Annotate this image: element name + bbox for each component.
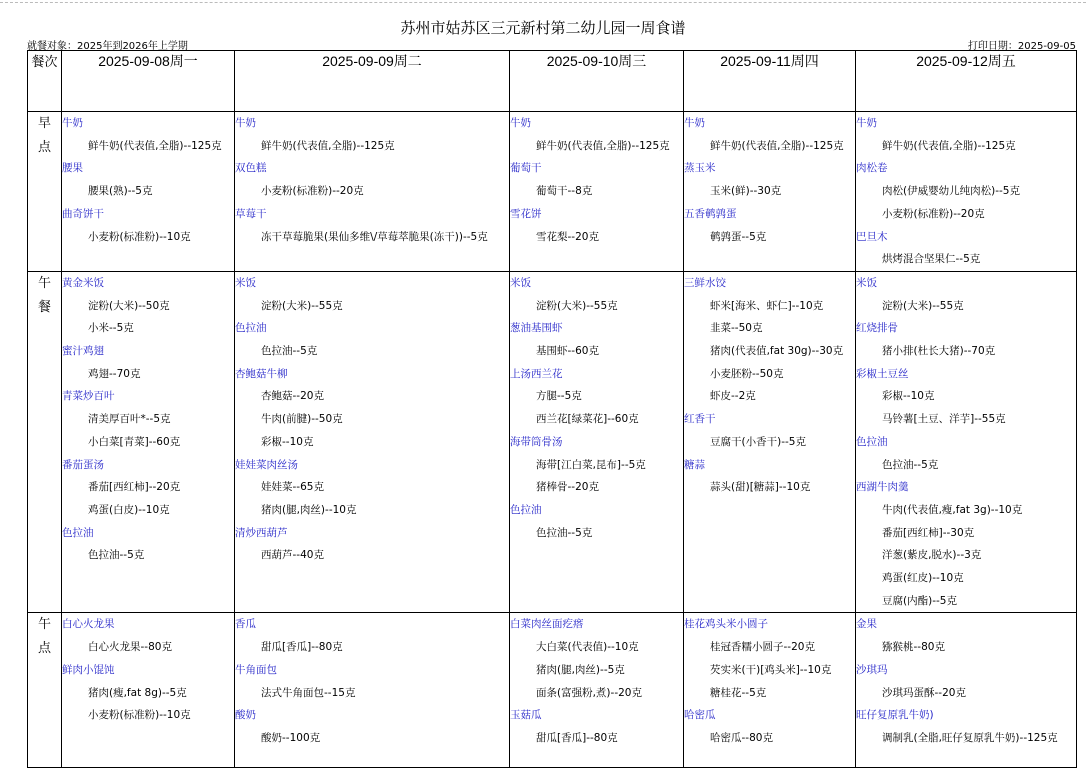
dish-name: 海带筒骨汤 (510, 435, 563, 448)
ingredient-item: 法式牛角面包--15克 (261, 686, 356, 699)
meal-row-lunch (28, 271, 1077, 613)
dish-name: 葱油基围虾 (510, 322, 563, 335)
ingredient-item: 淀粉(大米)--55克 (536, 299, 618, 312)
ingredient-item: 番茄[西红柿]--20克 (88, 481, 181, 494)
menu-cell (235, 613, 510, 768)
ingredient-item: 方腿--5克 (536, 390, 582, 403)
ingredient-item: 沙琪玛蛋酥--20克 (882, 686, 966, 699)
ingredient-item: 色拉油--5克 (882, 458, 939, 471)
dish-name: 牛角面包 (235, 663, 277, 676)
ingredient-item: 桂冠香糯小圆子--20克 (710, 641, 815, 654)
ingredient-item: 冻干草莓脆果(果仙多维\/草莓萃脆果(冻干))--5克 (261, 230, 488, 243)
ingredient-item: 葡萄干--8克 (536, 185, 593, 198)
print-date: 打印日期：2025-09-05 (967, 41, 1076, 52)
ingredient-item: 韭菜--50克 (710, 322, 763, 335)
ingredient-item: 淀粉(大米)--50克 (88, 299, 170, 312)
dish-name: 五香鹌鹑蛋 (684, 207, 737, 220)
ingredient-item: 牛肉(前腱)--50克 (261, 413, 343, 426)
menu-cell (856, 112, 1077, 272)
ingredient-item: 西葫芦--40克 (261, 549, 324, 562)
ingredient-item: 牛肉(代表值,瘦,fat 3g)--10克 (882, 503, 1023, 516)
dish-name: 香瓜 (235, 618, 256, 631)
ingredient-item: 豆腐干(小香干)--5克 (710, 435, 806, 448)
menu-cell (684, 112, 856, 272)
ingredient-item: 哈密瓜--80克 (710, 731, 773, 744)
ingredient-item: 猪肉(腿,肉丝)--10克 (261, 503, 357, 516)
ingredient-item: 马铃薯[土豆、洋芋]--55克 (882, 413, 1006, 426)
menu-cell (856, 613, 1077, 768)
ingredient-item: 色拉油--5克 (536, 526, 593, 539)
ingredient-item: 小麦粉(标准粉)--10克 (88, 230, 191, 243)
dish-name: 酸奶 (235, 709, 256, 722)
ingredient-item: 小麦粉(标准粉)--20克 (261, 185, 364, 198)
ingredient-item: 酸奶--100克 (261, 731, 321, 744)
ingredient-item: 甜瓜[香瓜]--80克 (536, 731, 618, 744)
dish-name: 腰果 (62, 162, 83, 175)
menu-cell (510, 613, 684, 768)
day-header: 2025-09-12周五 (856, 51, 1077, 112)
dish-name: 清炒西葫芦 (235, 526, 288, 539)
ingredient-item: 肉松(伊威婴幼儿纯肉松)--5克 (882, 185, 1020, 198)
header-meal-label: 餐次 (28, 51, 62, 112)
dish-name: 巴旦木 (856, 230, 888, 243)
ingredient-item: 基围虾--60克 (536, 345, 599, 358)
dish-name: 糖蒜 (684, 458, 705, 471)
ingredient-item: 雪花梨--20克 (536, 230, 599, 243)
target-audience: 就餐对象：2025年到2026年上学期 (27, 41, 188, 52)
ingredient-item: 虾米[海米、虾仁]--10克 (710, 299, 824, 312)
ingredient-item: 猪肉(代表值,fat 30g)--30克 (710, 345, 844, 358)
day-header: 2025-09-10周三 (510, 51, 684, 112)
dish-name: 沙琪玛 (856, 663, 888, 676)
top-dashed-rule (0, 2, 1086, 3)
dish-name: 牛奶 (684, 117, 705, 129)
dish-name: 草莓干 (235, 207, 267, 220)
dish-name: 色拉油 (510, 503, 542, 516)
meal-label-text: 午点 (37, 617, 51, 657)
dish-name: 鲜肉小馄饨 (62, 663, 115, 676)
ingredient-item: 小麦胚粉--50克 (710, 367, 784, 380)
ingredient-item: 鲜牛奶(代表值,全脂)--125克 (536, 139, 670, 152)
ingredient-item: 彩椒--10克 (882, 390, 935, 403)
dish-name: 牛奶 (235, 117, 256, 129)
ingredient-item: 鸡蛋(白皮)--10克 (88, 503, 170, 516)
dish-name: 蜜汁鸡翅 (62, 345, 104, 358)
ingredient-item: 烘烤混合坚果仁--5克 (882, 253, 981, 266)
ingredient-item: 豆腐(内酯)--5克 (882, 594, 957, 607)
dish-name: 彩椒土豆丝 (856, 367, 909, 380)
ingredient-item: 鲜牛奶(代表值,全脂)--125克 (882, 139, 1016, 152)
ingredient-item: 大白菜(代表值)--10克 (536, 641, 639, 654)
dish-name: 蒸玉米 (684, 162, 716, 175)
dish-name: 色拉油 (62, 526, 94, 539)
dish-name: 西湖牛肉羹 (856, 481, 909, 494)
meal-label-text: 早点 (37, 116, 51, 155)
ingredient-item: 鲜牛奶(代表值,全脂)--125克 (88, 139, 222, 152)
dish-name: 牛奶 (510, 117, 531, 129)
ingredient-item: 淀粉(大米)--55克 (261, 299, 343, 312)
dish-name: 杏鲍菇牛柳 (235, 367, 288, 380)
dish-name: 三鲜水饺 (684, 276, 726, 289)
menu-cell (235, 271, 510, 613)
menu-cell (684, 271, 856, 613)
dish-name: 金果 (856, 618, 877, 631)
dish-name: 白心火龙果 (62, 618, 115, 631)
ingredient-item: 猕猴桃--80克 (882, 641, 945, 654)
dish-name: 米饭 (235, 276, 256, 289)
ingredient-item: 猪肉(腿,肉丝)--5克 (536, 663, 625, 676)
ingredient-item: 杏鲍菇--20克 (261, 390, 324, 403)
ingredient-item: 调制乳(全脂,旺仔复原乳牛奶)--125克 (882, 731, 1058, 744)
ingredient-item: 小麦粉(标准粉)--20克 (882, 207, 985, 220)
dish-name: 旺仔复原乳牛奶) (856, 709, 934, 722)
ingredient-item: 面条(富强粉,煮)--20克 (536, 686, 642, 699)
meal-label (28, 613, 62, 768)
ingredient-item: 芡实米(干)[鸡头米]--10克 (710, 663, 832, 676)
ingredient-item: 鸡翅--70克 (88, 367, 141, 380)
meal-row-snack (28, 613, 1077, 768)
dish-name: 雪花饼 (510, 207, 542, 220)
dish-name: 红香干 (684, 413, 716, 426)
ingredient-item: 色拉油--5克 (261, 345, 318, 358)
ingredient-item: 彩椒--10克 (261, 435, 314, 448)
dish-name: 上汤西兰花 (510, 367, 563, 380)
dish-name: 色拉油 (235, 322, 267, 335)
ingredient-item: 小米--5克 (88, 322, 134, 335)
dish-name: 米饭 (856, 276, 877, 289)
ingredient-item: 鲜牛奶(代表值,全脂)--125克 (710, 139, 844, 152)
header-row (28, 51, 1077, 112)
meal-label (28, 112, 62, 272)
menu-cell (510, 271, 684, 613)
meal-label (28, 271, 62, 613)
ingredient-item: 鹌鹑蛋--5克 (710, 230, 767, 243)
dish-name: 肉松卷 (856, 162, 888, 175)
ingredient-item: 腰果(熟)--5克 (88, 185, 153, 198)
weekly-menu-table (27, 50, 1077, 768)
dish-name: 黄金米饭 (62, 276, 104, 289)
ingredient-item: 小白菜[青菜]--60克 (88, 435, 181, 448)
ingredient-item: 甜瓜[香瓜]--80克 (261, 641, 343, 654)
menu-cell (62, 112, 235, 272)
ingredient-item: 白心火龙果--80克 (88, 641, 172, 654)
ingredient-item: 鸡蛋(红皮)--10克 (882, 572, 964, 585)
menu-cell (510, 112, 684, 272)
dish-name: 哈密瓜 (684, 709, 716, 722)
ingredient-item: 色拉油--5克 (88, 549, 145, 562)
dish-name: 青菜炒百叶 (62, 390, 115, 403)
dish-name: 红烧排骨 (856, 322, 898, 335)
ingredient-item: 鲜牛奶(代表值,全脂)--125克 (261, 139, 395, 152)
ingredient-item: 洋葱(紫皮,脱水)--3克 (882, 549, 982, 562)
menu-cell (856, 271, 1077, 613)
ingredient-item: 海带[江白菜,昆布]--5克 (536, 458, 646, 471)
dish-name: 米饭 (510, 276, 531, 289)
dish-name: 番茄蛋汤 (62, 458, 104, 471)
page-title: 苏州市姑苏区三元新村第二幼儿园一周食谱 (400, 19, 686, 37)
ingredient-item: 虾皮--2克 (710, 390, 756, 403)
meal-row-breakfast (28, 112, 1077, 272)
menu-cell (684, 613, 856, 768)
ingredient-item: 淀粉(大米)--55克 (882, 299, 964, 312)
ingredient-item: 猪肉(瘦,fat 8g)--5克 (88, 686, 187, 699)
dish-name: 白菜肉丝面疙瘩 (510, 618, 584, 631)
ingredient-item: 猪小排(杜长大猪)--70克 (882, 345, 996, 358)
menu-cell (235, 112, 510, 272)
dish-name: 葡萄干 (510, 162, 542, 175)
menu-cell (62, 271, 235, 613)
ingredient-item: 娃娃菜--65克 (261, 481, 324, 494)
dish-name: 曲奇饼干 (62, 207, 104, 220)
dish-name: 桂花鸡头米小圆子 (684, 618, 768, 631)
day-header: 2025-09-08周一 (62, 51, 235, 112)
day-header: 2025-09-09周二 (235, 51, 510, 112)
ingredient-item: 番茄[西红柿]--30克 (882, 526, 975, 539)
ingredient-item: 糖桂花--5克 (710, 686, 767, 699)
ingredient-item: 玉米(鲜)--30克 (710, 185, 782, 198)
ingredient-item: 西兰花[绿菜花]--60克 (536, 413, 639, 426)
ingredient-item: 清美厚百叶*--5克 (88, 413, 171, 426)
dish-name: 娃娃菜肉丝汤 (235, 458, 298, 471)
dish-name: 牛奶 (62, 117, 83, 129)
day-header: 2025-09-11周四 (684, 51, 856, 112)
menu-cell (62, 613, 235, 768)
ingredient-item: 小麦粉(标准粉)--10克 (88, 709, 191, 722)
meal-label-text: 午餐 (37, 275, 51, 315)
ingredient-item: 蒜头(甜)[糖蒜]--10克 (710, 481, 811, 494)
dish-name: 双色糕 (235, 162, 267, 175)
dish-name: 玉菇瓜 (510, 709, 542, 722)
dish-name: 色拉油 (856, 435, 888, 448)
ingredient-item: 猪棒骨--20克 (536, 481, 599, 494)
dish-name: 牛奶 (856, 117, 877, 129)
